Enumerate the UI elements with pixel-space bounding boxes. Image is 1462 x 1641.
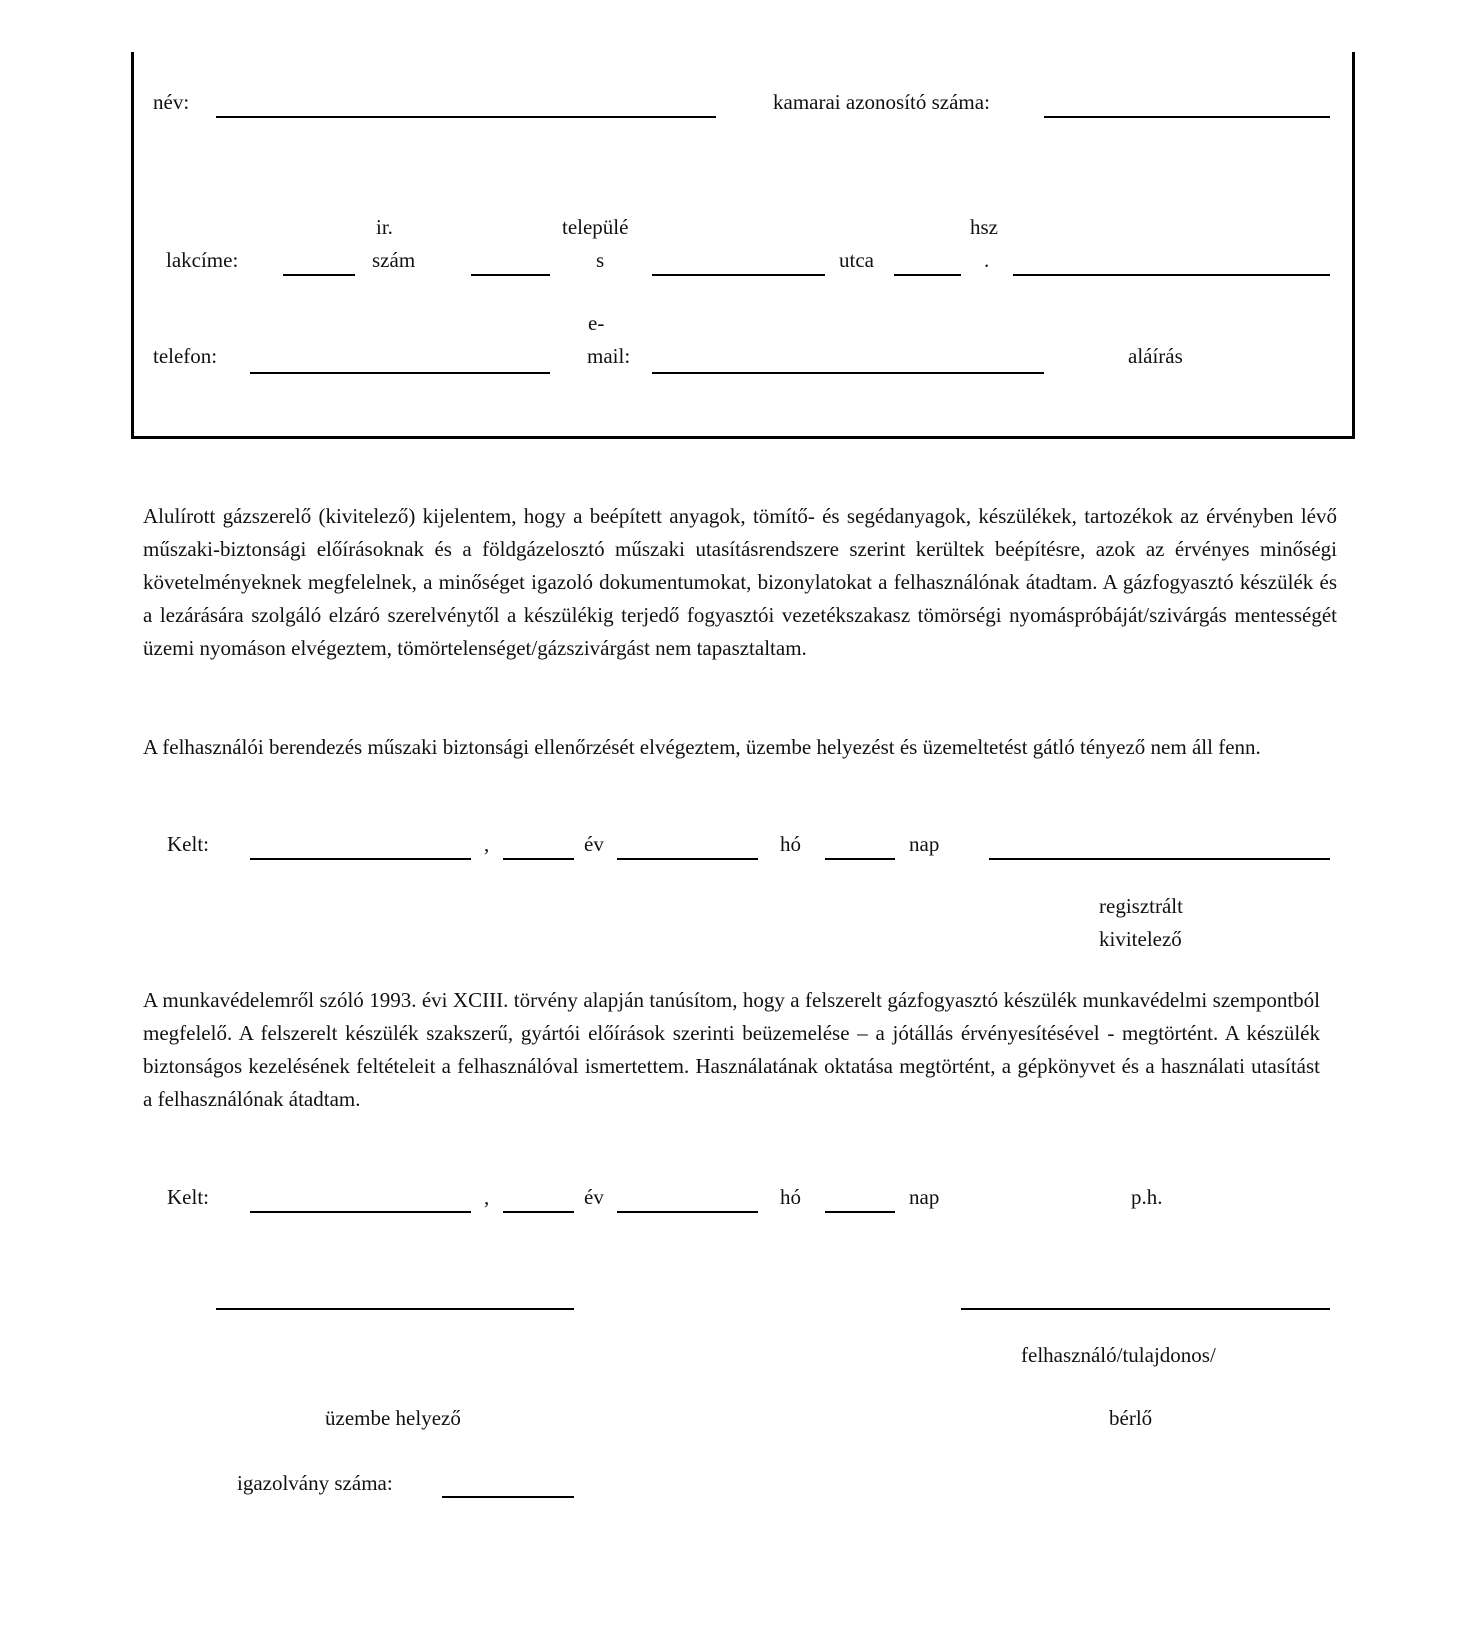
stamp-label: p.h.	[1131, 1185, 1163, 1209]
phone-field-line[interactable]	[250, 372, 550, 374]
email-field-line[interactable]	[652, 372, 1044, 374]
city-label-line2: s	[596, 248, 605, 272]
house-number-label-line2: .	[984, 248, 990, 272]
city-field-line[interactable]	[652, 274, 825, 276]
id-number-label: igazolvány száma:	[237, 1471, 393, 1495]
month-field-line-2[interactable]	[617, 1211, 758, 1213]
email-label-line1: e-	[588, 311, 605, 335]
date-comma-1: ,	[484, 832, 490, 856]
applicant-data-box	[131, 52, 1355, 439]
email-label-line2: mail:	[587, 344, 631, 368]
safety-check-declaration: A felhasználói berendezés műszaki biztonsági ellenőrzését elvégeztem, üzembe helyezést és üzemeltetést gátló tényező nem áll fenn.	[143, 735, 1261, 759]
zip-label-line1: ir.	[376, 215, 393, 239]
owner-label-line1: felhasználó/tulajdonos/	[1021, 1343, 1216, 1367]
year-label-2: év	[584, 1185, 604, 1209]
day-label-2: nap	[909, 1185, 940, 1209]
address-label: lakcíme:	[166, 248, 239, 272]
house-number-field-line[interactable]	[1013, 274, 1330, 276]
installer-label: üzembe helyező	[325, 1406, 461, 1430]
city-label-line1: települé	[562, 215, 629, 239]
signature-label: aláírás	[1128, 344, 1183, 368]
street-field-line[interactable]	[894, 274, 961, 276]
day-label-1: nap	[909, 832, 940, 856]
chamber-id-label: kamarai azonosító száma:	[773, 90, 990, 114]
place-field-line-2[interactable]	[250, 1211, 471, 1213]
owner-signature-line[interactable]	[961, 1308, 1330, 1310]
zip-field-line[interactable]	[471, 274, 550, 276]
year-field-line-2[interactable]	[503, 1211, 574, 1213]
street-label: utca	[839, 248, 874, 272]
labour-safety-declaration: A munkavédelemről szóló 1993. évi XCIII. törvény alapján tanúsítom, hogy a felszerelt gázfogyasztó készülék munkavédelmi szempontból megfelelő. A felszerelt készülék szakszerű, gyártói előírások szerinti beüzemelése – a jótállás érvényesítésével - megtörtént. A készülék biztonságos kezelésének feltételeit a felhasználóval ismertettem. Használatának oktatása megtörtént, a gépkönyvet és a használati utasítást a felhasználónak átadtam.	[143, 988, 1320, 1111]
installer-declaration: Alulírott gázszerelő (kivitelező) kijelentem, hogy a beépített anyagok, tömítő- és segédanyagok, készülékek, tartozékok az érvényben lévő műszaki-biztonsági előírásoknak és a földgázelosztó műszaki utasításrendszere szerint kerültek beépítésre, azok az érvényes minőségi követelményeknek megfelelnek, a minőséget igazoló dokumentumokat, bizonylatokat a felhasználónak átadtam. A gázfogyasztó készülék és a lezárására szolgáló elzáró szerelvénytől a készülékig terjedő fogyasztói vezetékszakasz tömörségi nyomáspróbáját/szivárgás mentességét üzemi nyomáson elvégeztem, tömörtelenséget/gázszivárgást nem tapasztaltam.	[143, 504, 1337, 660]
name-field-line[interactable]	[216, 116, 716, 118]
place-field-line-1[interactable]	[250, 858, 471, 860]
installer-signature-line[interactable]	[216, 1308, 574, 1310]
address-field-line-1[interactable]	[283, 274, 355, 276]
day-field-line-1[interactable]	[825, 858, 895, 860]
month-label-1: hó	[780, 832, 801, 856]
year-field-line-1[interactable]	[503, 858, 574, 860]
date-comma-2: ,	[484, 1185, 490, 1209]
phone-label: telefon:	[153, 344, 218, 368]
zip-label-line2: szám	[372, 248, 416, 272]
date-label-2: Kelt:	[167, 1185, 209, 1209]
month-label-2: hó	[780, 1185, 801, 1209]
id-number-field-line[interactable]	[442, 1496, 574, 1498]
registered-label-line1: regisztrált	[1099, 894, 1183, 918]
chamber-id-field-line[interactable]	[1044, 116, 1330, 118]
contractor-signature-line[interactable]	[989, 858, 1330, 860]
date-label-1: Kelt:	[167, 832, 209, 856]
registered-label-line2: kivitelező	[1099, 927, 1182, 951]
owner-label-line2: bérlő	[1109, 1406, 1153, 1430]
house-number-label-line1: hsz	[970, 215, 998, 239]
day-field-line-2[interactable]	[825, 1211, 895, 1213]
year-label-1: év	[584, 832, 604, 856]
month-field-line-1[interactable]	[617, 858, 758, 860]
name-label: név:	[153, 90, 190, 114]
